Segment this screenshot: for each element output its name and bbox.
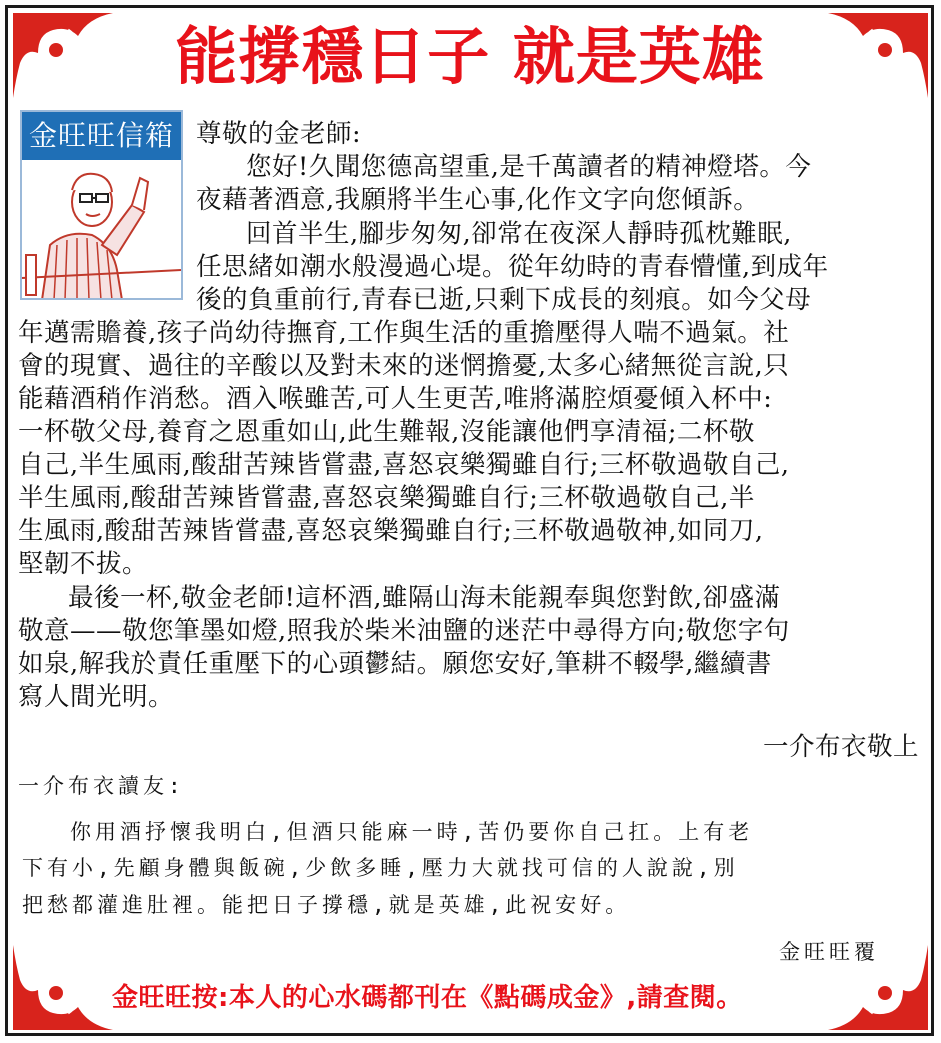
footer-note: 金旺旺按:本人的心水碼都刊在《點碼成金》,請查閱。: [112, 983, 743, 1013]
reply-signature: 金旺旺覆: [779, 940, 879, 964]
letter-signature: 一介布衣敬上: [762, 732, 919, 762]
reply-line: 把愁都灌進肚裡。能把日子撐穩,就是英雄,此祝安好。: [22, 893, 631, 917]
letter-greeting: 尊敬的金老師:: [196, 119, 362, 149]
letter-line: 任思緒如潮水般漫過心堤。從年幼時的青春懵懂,到成年: [196, 252, 829, 282]
corner-ornament-icon: [8, 940, 118, 1035]
letter-line: 自己,半生風雨,酸甜苦辣皆嘗盡,喜怒哀樂獨雖自行;三杯敬過敬自己,: [18, 450, 790, 480]
letter-line: 最後一杯,敬金老師!這杯酒,雖隔山海未能親奉與您對飲,卻盛滿: [68, 583, 781, 613]
letter-line: 敬意——敬您筆墨如燈,照我於柴米油鹽的迷茫中尋得方向;敬您字句: [18, 616, 790, 646]
letter-line: 如泉,解我於責任重壓下的心頭鬱結。願您安好,筆耕不輟學,繼續書: [18, 649, 772, 679]
reply-line: 你用酒抒懷我明白,但酒只能麻一時,苦仍要你自己扛。上有老: [70, 820, 754, 844]
letter-line: 寫人間光明。: [18, 682, 175, 712]
corner-ornament-icon: [8, 8, 118, 103]
letter-line: 後的負重前行,青春已逝,只剩下成長的刻痕。如今父母: [196, 285, 812, 315]
reply-greeting: 一介布衣讀友:: [18, 774, 185, 798]
letter-line: 回首半生,腳步匆匆,卻常在夜深人靜時孤枕難眠,: [246, 219, 792, 249]
letter-line: 半生風雨,酸甜苦辣皆嘗盡,喜怒哀樂獨雖自行;三杯敬過敬自己,半: [18, 483, 755, 513]
page-title: 能撐穩日子 就是英雄: [175, 20, 765, 93]
letter-line: 堅韌不拔。: [18, 549, 149, 579]
letter-line: 您好!久聞您德高望重,是千萬讀者的精神燈塔。今: [246, 152, 812, 182]
letter-line: 能藉酒稍作消愁。酒入喉雖苦,可人生更苦,唯將滿腔煩憂傾入杯中:: [18, 384, 773, 414]
letter-line: 年邁需贍養,孩子尚幼待撫育,工作與生活的重擔壓得人喘不過氣。社: [18, 318, 790, 348]
letter-line: 一杯敬父母,養育之恩重如山,此生難報,沒能讓他們享清福;二杯敬: [18, 417, 755, 447]
column-logo: [20, 110, 183, 300]
letter-line: 生風雨,酸甜苦辣皆嘗盡,喜怒哀樂獨雖自行;三杯敬過敬神,如同刀,: [18, 516, 764, 546]
column-name: 金旺旺信箱: [22, 112, 181, 160]
letter-line: 會的現實、過往的辛酸以及對未來的迷惘擔憂,太多心緒無從言說,只: [18, 351, 790, 381]
corner-ornament-icon: [823, 8, 933, 103]
letter-line: 夜藉著酒意,我願將半生心事,化作文字向您傾訴。: [196, 185, 760, 215]
reply-line: 下有小,先顧身體與飯碗,少飲多睡,壓力大就找可信的人說說,別: [22, 856, 739, 880]
columnist-portrait-icon: [22, 160, 181, 300]
